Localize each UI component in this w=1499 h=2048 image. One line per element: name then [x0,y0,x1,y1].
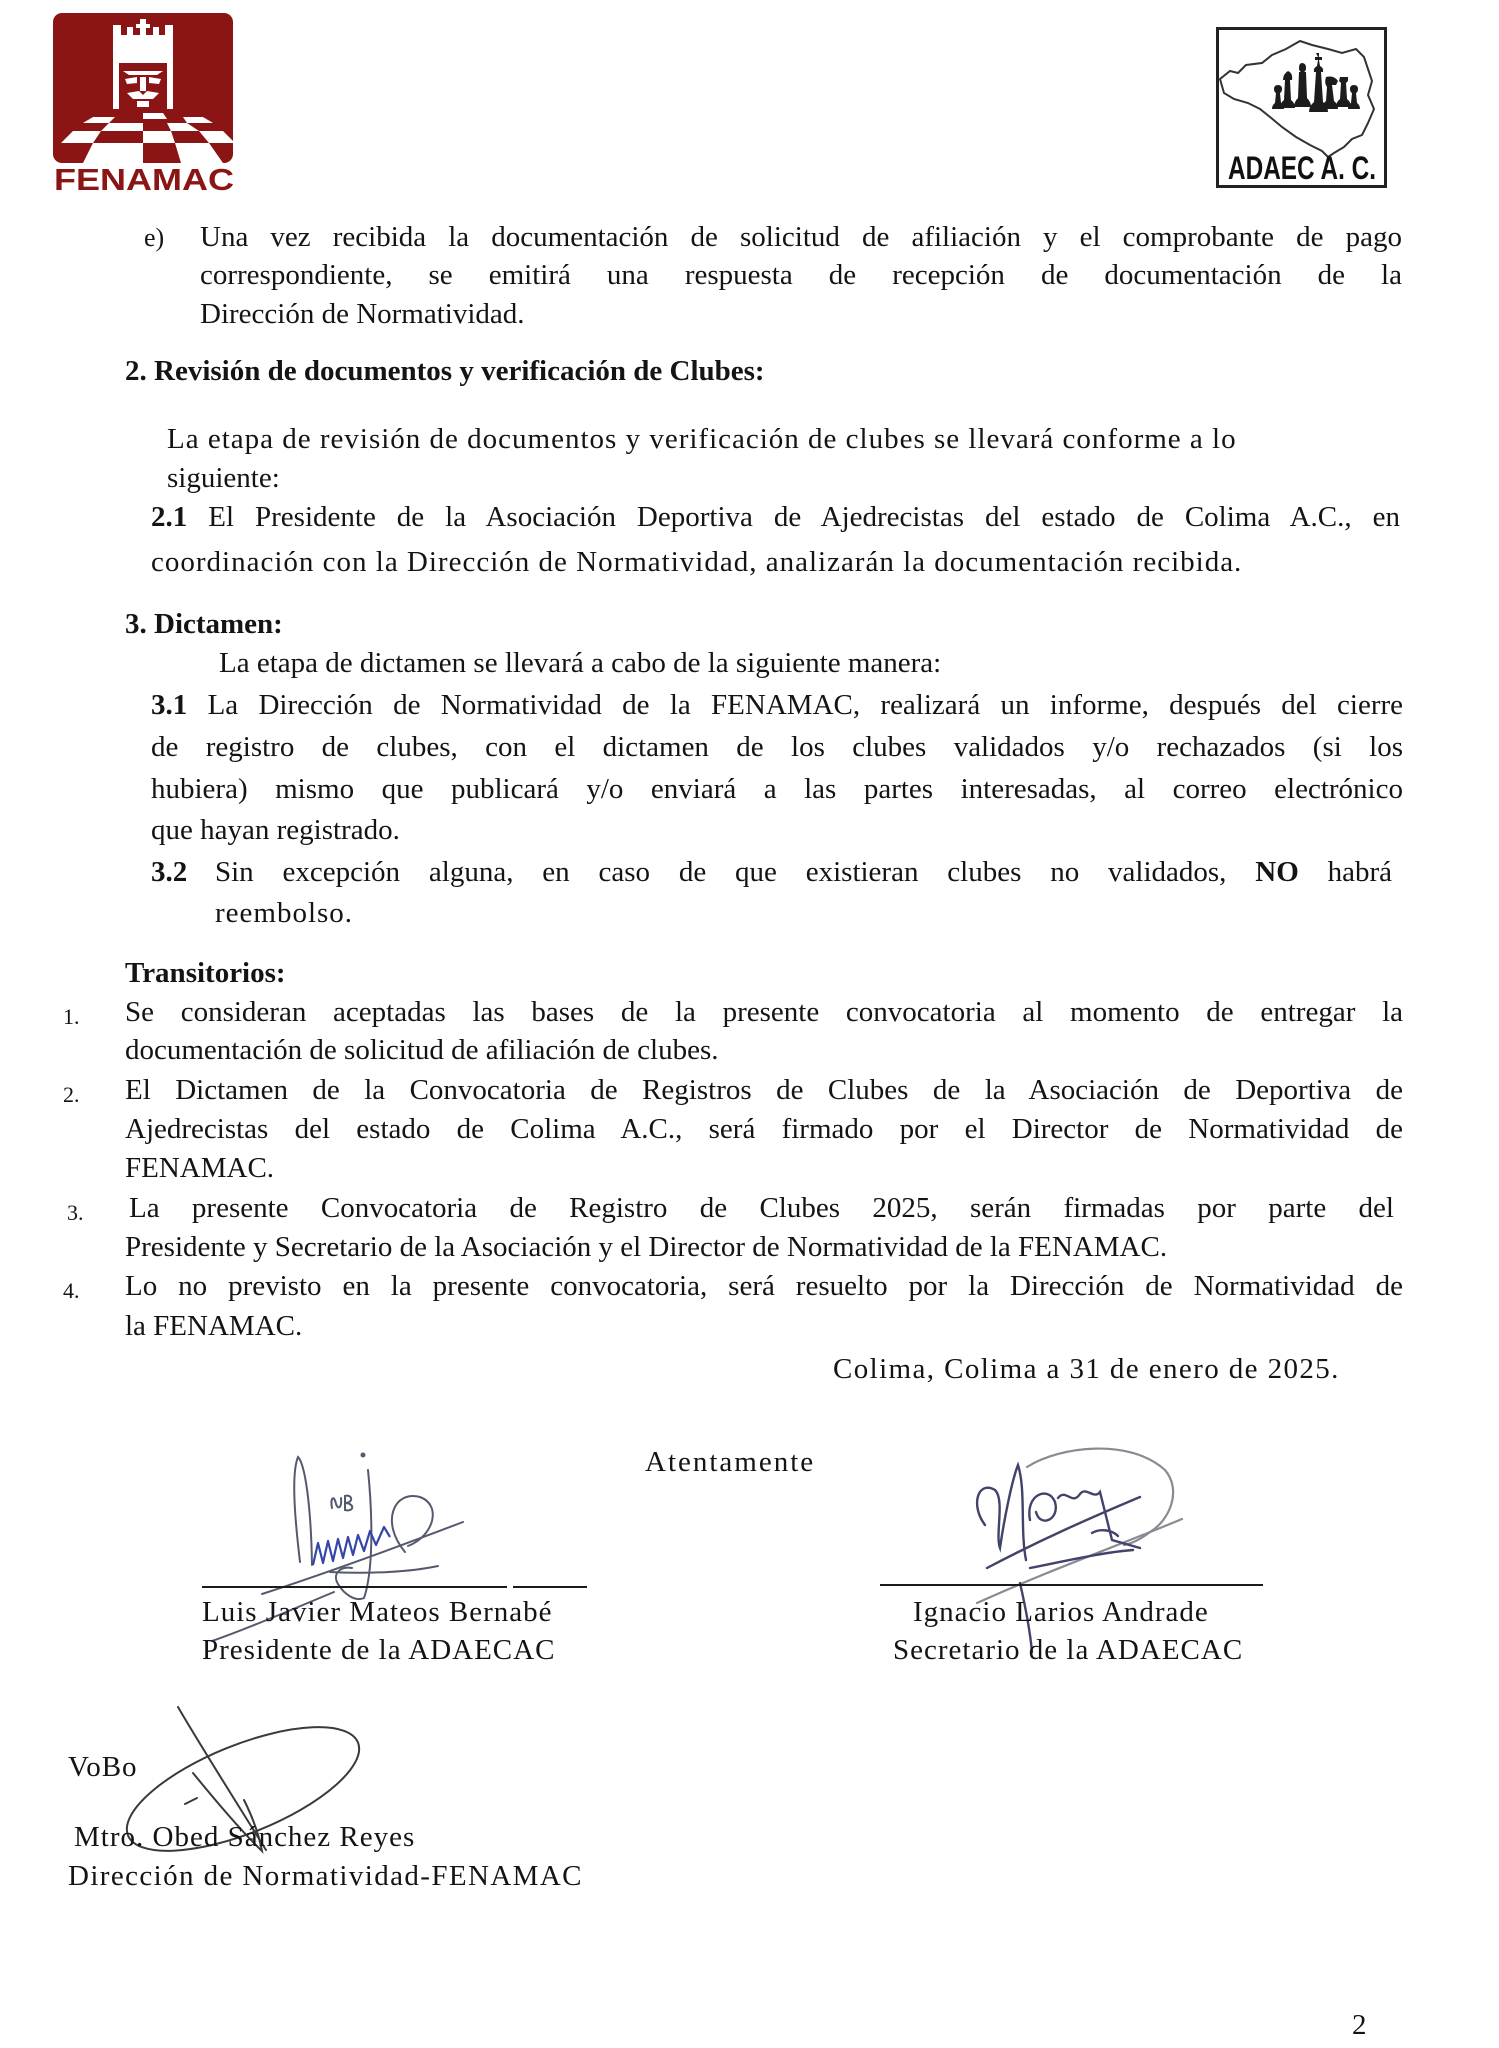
transitorio-line: FENAMAC. [125,1152,275,1184]
item-2-1-line: coordinación con la Dirección de Normatividad, analizarán la documentación recibida. [151,546,1243,578]
item-3-2-text: Sin excepción alguna, en caso de que existieran clubes no validados, [215,856,1227,888]
fenamac-logo [53,13,235,197]
item-3-2-bold-no: NO [1255,856,1299,888]
vobo-title: Dirección de Normatividad-FENAMAC [68,1860,583,1892]
section-2-heading: 2. Revisión de documentos y verificación de Clubes: [125,355,765,387]
signer-title: Presidente de la ADAECAC [202,1634,556,1666]
signature-line-secretary [880,1584,1263,1586]
regards: Atentamente [645,1446,816,1478]
section-2-intro-line: siguiente: [167,462,280,494]
signature-line-president-segment [513,1586,587,1588]
signer-name: Luis Javier Mateos Bernabé [202,1596,553,1628]
transitorio-line: documentación de solicitud de afiliación de clubes. [125,1034,719,1066]
item-3-1-line: hubiera) mismo que publicará y/o enviará a las partes interesadas, al correo electrónico [151,773,1403,805]
transitorio-line: El Dictamen de la Convocatoria de Registros de Clubes de la Asociación de Deportiva de [125,1074,1403,1106]
adaec-logo [1216,27,1388,189]
item-3-2-number: 3.2 [151,856,188,888]
section-3-heading: 3. Dictamen: [125,608,283,640]
transitorio-line: Se consideran aceptadas las bases de la presente convocatoria al momento de entregar la [125,996,1403,1028]
item-3-1-number: 3.1 [151,689,188,721]
item-2-1-line [151,503,1400,532]
transitorio-number: 2. [63,1082,80,1107]
transitorio-number: 3. [67,1200,84,1225]
vobo-label: VoBo [68,1751,138,1783]
transitorio-line: Ajedrecistas del estado de Colima A.C., será firmado por el Director de Normatividad de [125,1113,1403,1145]
item-3-1-line [151,691,1403,720]
fenamac-logo-text: FENAMAC [54,162,234,197]
item-3-2-text-end: habrá [1327,856,1393,888]
transitorio-line: Lo no previsto en la presente convocatoria, será resuelto por la Dirección de Normatividad de [125,1270,1403,1302]
section-2-intro-line: La etapa de revisión de documentos y verificación de clubes se llevará conforme a lo [167,423,1237,455]
paragraph-e-line: Una vez recibida la documentación de solicitud de afiliación y el comprobante de pago [200,221,1402,253]
transitorio-number: 1. [63,1004,80,1029]
item-3-1-line: de registro de clubes, con el dictamen de los clubes validados y/o rechazados (si los [151,731,1403,763]
vobo-name: Mtro. Obed Sánchez Reyes [74,1821,416,1853]
transitorio-line: La presente Convocatoria de Registro de Clubes 2025, serán firmadas por parte del [129,1192,1394,1224]
item-3-1-line: que hayan registrado. [151,814,400,846]
item-3-1-text: La Dirección de Normatividad de la FENAMAC, realizará un informe, después del cierre [207,689,1404,721]
paragraph-e-line: Dirección de Normatividad. [200,298,525,330]
transitorio-line: la FENAMAC. [125,1310,303,1342]
transitorio-number: 4. [63,1278,80,1303]
item-3-2-line [215,858,1392,887]
item-3-2-line: reembolso. [215,897,354,929]
paragraph-e-line: correspondiente, se emitirá una respuesta de recepción de documentación de la [200,259,1402,291]
signer-title: Secretario de la ADAECAC [893,1634,1244,1666]
list-marker-e: e) [144,223,165,252]
item-2-1-text: El Presidente de la Asociación Deportiva de Ajedrecistas del estado de Colima A.C., en [208,501,1401,533]
signature-line-president [202,1586,507,1588]
section-3-intro: La etapa de dictamen se llevará a cabo de la siguiente manera: [219,647,942,679]
page-number: 2 [1352,2009,1367,2041]
adaec-logo-text: ADAEC A. C. [1228,150,1376,186]
place-date: Colima, Colima a 31 de enero de 2025. [833,1353,1340,1385]
transitorios-heading: Transitorios: [125,957,286,989]
signer-name: Ignacio Larios Andrade [913,1596,1209,1628]
transitorio-line: Presidente y Secretario de la Asociación y el Director de Normatividad de la FENAMAC. [125,1231,1168,1263]
item-2-1-number: 2.1 [151,501,188,533]
